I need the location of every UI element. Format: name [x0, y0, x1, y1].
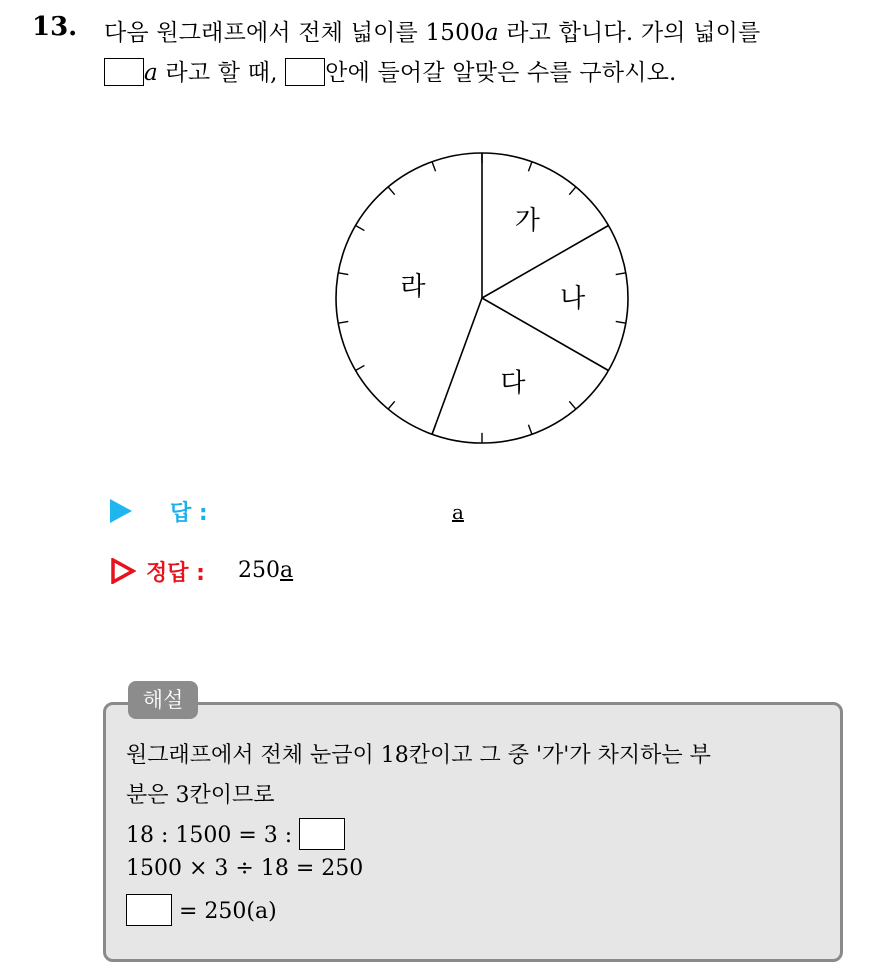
pie-tick: [616, 273, 626, 275]
explanation-tag: 해설: [128, 681, 198, 719]
proportion-text: 18 : 1500 = 3 :: [126, 823, 300, 848]
answer-label: 답 :: [170, 501, 208, 526]
pie-tick: [616, 321, 626, 323]
answer-unit: a: [452, 500, 464, 524]
blank-box: [104, 58, 144, 86]
pie-divider: [482, 298, 608, 371]
pie-tick: [356, 365, 365, 370]
question-text-mid: 라고 할 때,: [157, 60, 286, 86]
variable-a: a: [484, 20, 499, 46]
pie-divider: [482, 226, 608, 299]
outline-arrow-icon: [110, 558, 136, 584]
pie-tick: [338, 273, 348, 275]
pie-tick: [388, 187, 395, 195]
pie-sector-label: 나: [559, 284, 586, 314]
pie-sector-label: 라: [400, 271, 426, 302]
pie-chart: [320, 140, 644, 460]
question-text: 다음 원그래프에서 전체 넓이를 1500: [104, 20, 485, 46]
explanation-line-5: [126, 894, 277, 926]
pie-tick: [356, 226, 365, 231]
question-line-1: [104, 14, 760, 47]
pie-tick: [569, 401, 576, 409]
explanation-line-3: [126, 818, 345, 850]
question-text-end: 안에 들어갈 알맞은 수를 구하시오.: [325, 60, 677, 86]
result-text: = 250(a): [172, 899, 277, 924]
answer-row: [110, 496, 208, 527]
blank-box: [126, 894, 172, 926]
pie-tick: [338, 321, 348, 323]
explanation-line-4: 1500 × 3 ÷ 18 = 250: [126, 856, 364, 881]
pie-tick: [528, 425, 531, 435]
correct-answer-number: 250: [238, 558, 280, 583]
question-number: 13.: [32, 12, 78, 42]
correct-answer-unit: a: [280, 558, 294, 583]
pie-sector-label: 가: [514, 206, 540, 237]
play-arrow-icon: [110, 499, 132, 523]
question-text-end: 라고 합니다. 가의 넓이를: [498, 20, 761, 46]
variable-a: a: [144, 60, 158, 86]
blank-box: [299, 818, 345, 850]
pie-tick: [388, 401, 395, 409]
pie-tick: [432, 162, 435, 172]
pie-sector-label: 다: [500, 368, 526, 399]
correct-answer-value: [238, 558, 293, 583]
pie-tick: [528, 162, 531, 172]
question-line-2: [104, 54, 677, 87]
explanation-line-1: 원그래프에서 전체 눈금이 18칸이고 그 중 '가'가 차지하는 부: [126, 743, 711, 768]
pie-group: [336, 153, 628, 443]
explanation-line-2: 분은 3칸이므로: [126, 783, 275, 808]
blank-box: [285, 58, 325, 86]
correct-answer-label: 정답 :: [146, 561, 205, 586]
correct-answer-row: [110, 556, 205, 587]
pie-tick: [569, 187, 576, 195]
pie-divider: [432, 298, 482, 434]
